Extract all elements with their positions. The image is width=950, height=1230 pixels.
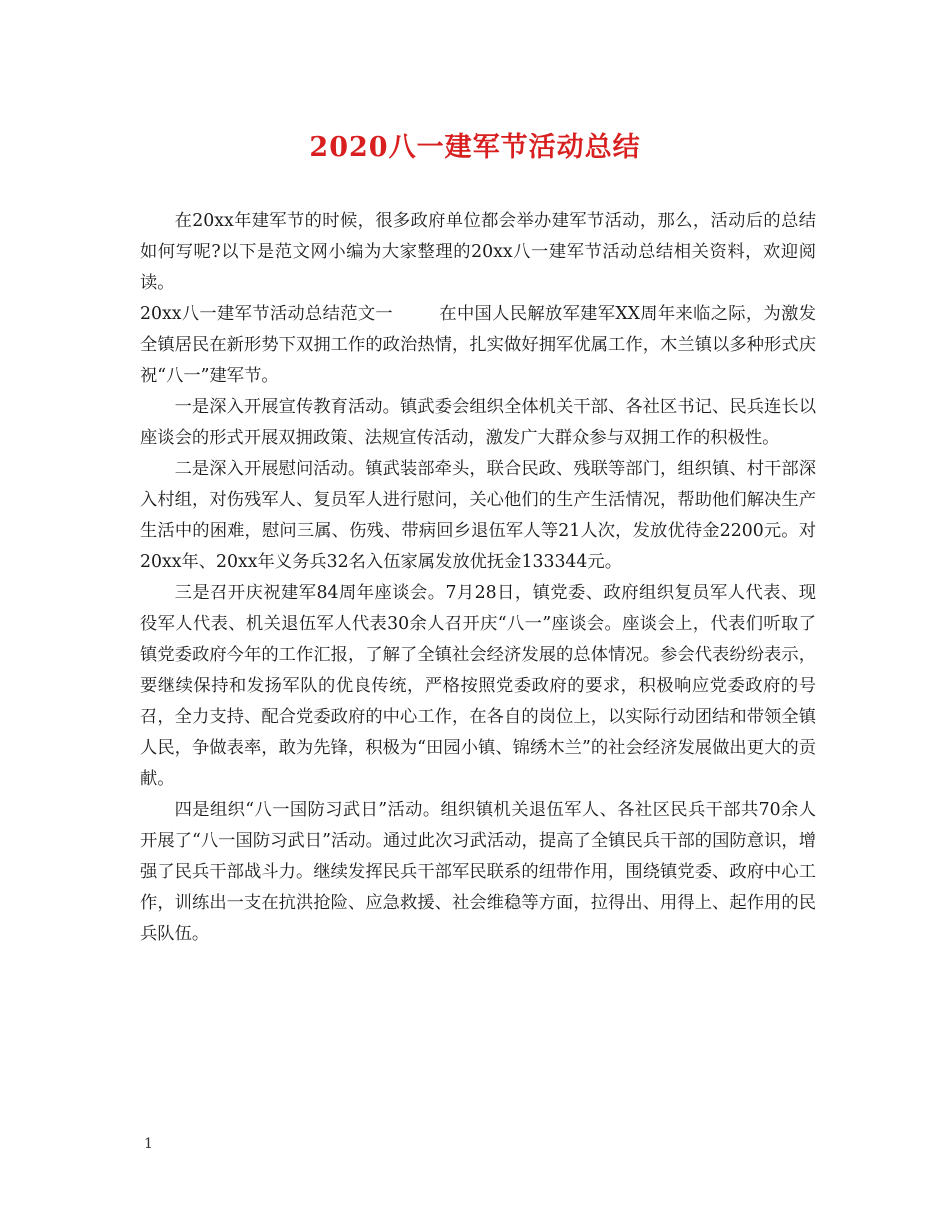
intro-paragraph: 在20xx年建军节的时候，很多政府单位都会举办建军节活动，那么，活动后的总结如何写呢?以下是范文网小编为大家整理的20xx八一建军节活动总结相关资料，欢迎阅读。 [140,211,816,293]
page-number: 1 [144,1136,153,1152]
body-paragraph-2: 二是深入开展慰问活动。镇武装部牵头，联合民政、残联等部门，组织镇、村干部深入村组，对伤残军人、复员军人进行慰问，关心他们的生产生活情况，帮助他们解决生产生活中的困难，慰问三属、伤残、带病回乡退伍军人等21人次，发放优待金2200元。对20xx年、20xx年义务兵32名入伍家属发放优抚金133344元。 [140,459,816,572]
sample-opening: 在中国人民解放军建军XX周年来临之际，为激发全镇居民在新形势下双拥工作的政治热情，扎实做好拥军优属工作，木兰镇以多种形式庆祝“八一”建军节。 [140,304,816,386]
sample-paragraph [140,299,816,392]
document-title: 2020八一建军节活动总结 [309,132,641,163]
body-paragraph-1: 一是深入开展宣传教育活动。镇武委会组织全体机关干部、各社区书记、民兵连长以座谈会的形式开展双拥政策、法规宣传活动，激发广大群众参与双拥工作的积极性。 [140,397,816,448]
document-body [140,206,816,950]
body-paragraph-4: 四是组织“八一国防习武日”活动。组织镇机关退伍军人、各社区民兵干部共70余人开展了“八一国防习武日”活动。通过此次习武活动，提高了全镇民兵干部的国防意识，增强了民兵干部战斗力。继续发挥民兵干部军民联系的纽带作用，围绕镇党委、政府中心工作，训练出一支在抗洪抢险、应急救援、社会维稳等方面，拉得出、用得上、起作用的民兵队伍。 [140,800,816,944]
body-paragraph-3: 三是召开庆祝建军84周年座谈会。7月28日，镇党委、政府组织复员军人代表、现役军人代表、机关退伍军人代表30余人召开庆“八一”座谈会。座谈会上，代表们听取了镇党委政府今年的工作汇报，了解了全镇社会经济发展的总体情况。参会代表纷纷表示，要继续保持和发扬军队的优良传统，严格按照党委政府的要求，积极响应党委政府的号召，全力支持、配合党委政府的中心工作，在各自的岗位上，以实际行动团结和带领全镇人民，争做表率，敢为先锋，积极为“田园小镇、锦绣木兰”的社会经济发展做出更大的贡献。 [140,583,816,789]
sample-heading: 20xx八一建军节活动总结范文一 [140,304,394,324]
